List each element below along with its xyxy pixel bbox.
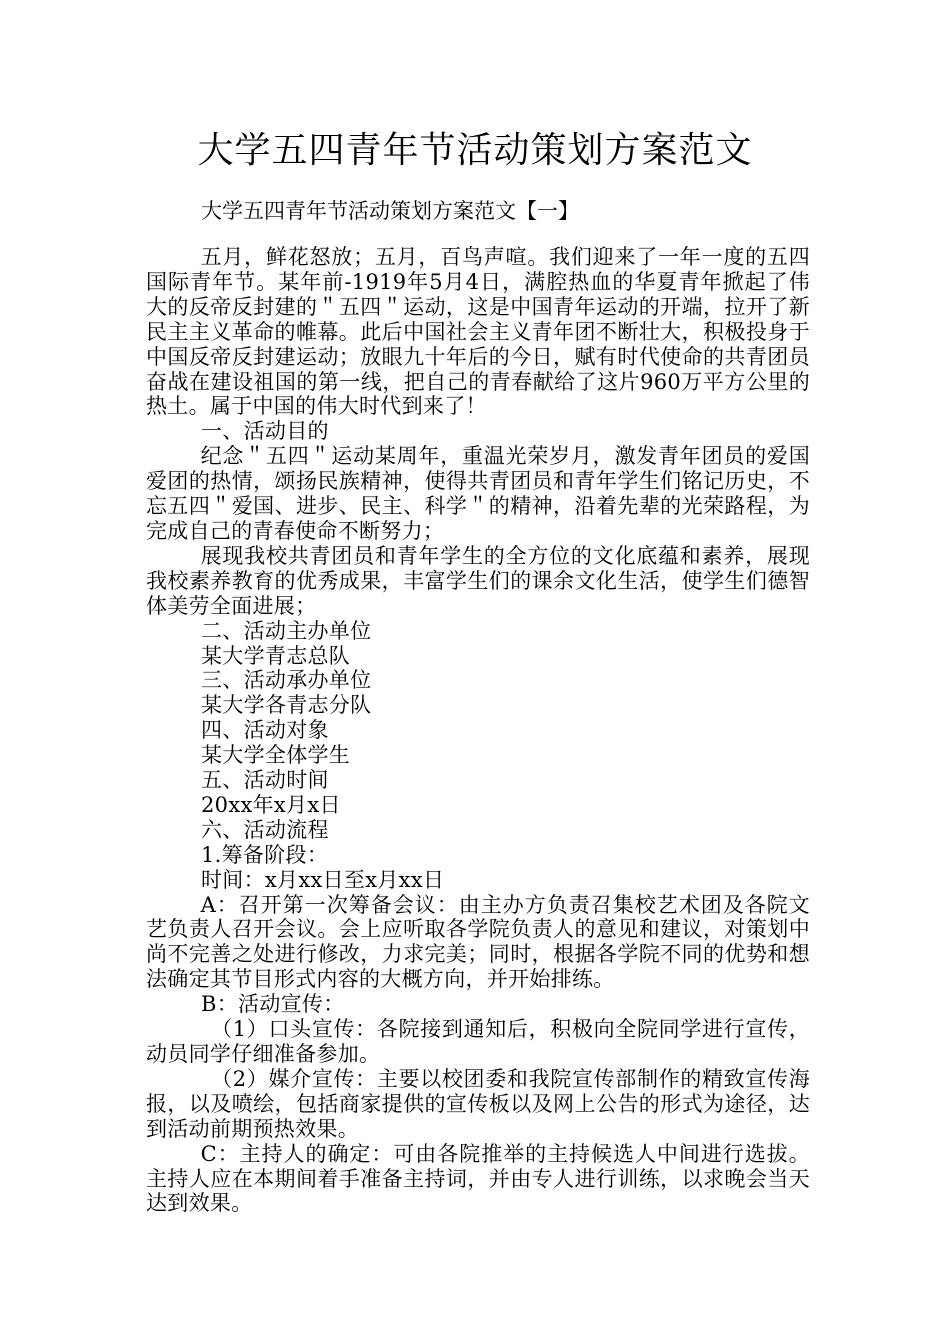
stage-1-time: 时间：x月xx日至x月xx日 bbox=[201, 867, 445, 892]
host-value: 某大学各青志分队 bbox=[201, 693, 372, 718]
section-heading-audience: 四、活动对象 bbox=[201, 718, 329, 743]
item-a-paragraph: A：召开第一次筹备会议：由主办方负责召集校艺术团及各院文艺负责人召开会议。会上应听取各学院负责人的意见和建议，对策划中尚不完善之处进行修改，力求完美；同时，根据各学院不同的优势和想法确定其节目形式内容的大概方向，并开始排练。 bbox=[146, 892, 810, 992]
organizer-value: 某大学青志总队 bbox=[201, 643, 351, 668]
item-b-heading: B：活动宣传： bbox=[201, 992, 345, 1017]
item-b1-paragraph: （1）口头宣传：各院接到通知后，积极向全院同学进行宣传，动员同学仔细准备参加。 bbox=[146, 1017, 810, 1066]
section-heading-process: 六、活动流程 bbox=[201, 817, 329, 842]
purpose-paragraph-2: 展现我校共青团员和青年学生的全方位的文化底蕴和素养，展现我校素养教育的优秀成果，丰富学生们的课余文化生活，使学生们德智体美劳全面进展； bbox=[146, 543, 810, 618]
purpose-paragraph-1: 纪念＂五四＂运动某周年，重温光荣岁月，激发青年团员的爱国爱团的热情，颂扬民族精神，使得共青团员和青年学生们铭记历史，不忘五四＂爱国、进步、民主、科学＂的精神，沿着先辈的光荣路程，为完成自己的青春使命不断努力； bbox=[146, 444, 810, 543]
section-heading-host: 三、活动承办单位 bbox=[201, 668, 372, 693]
section-heading-purpose: 一、活动目的 bbox=[201, 419, 329, 444]
section-heading-organizer: 二、活动主办单位 bbox=[201, 618, 372, 643]
document-body bbox=[146, 245, 810, 1216]
item-b2-paragraph: （2）媒介宣传：主要以校团委和我院宣传部制作的精致宣传海报，以及喷绘，包括商家提供的宣传板以及网上公告的形式为途径，达到活动前期预热效果。 bbox=[146, 1066, 810, 1141]
item-c-paragraph: C：主持人的确定：可由各院推举的主持候选人中间进行选拔。主持人应在本期间着手准备主持词，并由专人进行训练，以求晚会当天达到效果。 bbox=[146, 1141, 810, 1216]
audience-value: 某大学全体学生 bbox=[201, 743, 351, 768]
section-heading-time: 五、活动时间 bbox=[201, 768, 329, 793]
document-subtitle: 大学五四青年节活动策划方案范文【一】 bbox=[201, 199, 579, 223]
stage-1-heading: 1.筹备阶段： bbox=[201, 842, 329, 867]
document-title: 大学五四青年节活动策划方案范文 bbox=[197, 130, 753, 171]
time-value: 20xx年x月x日 bbox=[201, 792, 341, 817]
intro-paragraph: 五月，鲜花怒放；五月，百鸟声喧。我们迎来了一年一度的五四国际青年节。某年前-1919年5月4日，满腔热血的华夏青年掀起了伟大的反帝反封建的＂五四＂运动，这是中国青年运动的开端，拉开了新民主主义革命的帷幕。此后中国社会主义青年团不断壮大，积极投身于中国反帝反封建运动；放眼九十年后的今日，赋有时代使命的共青团员奋战在建设祖国的第一线，把自己的青春献给了这片960万平方公里的热土。属于中国的伟大时代到来了！ bbox=[146, 245, 810, 419]
